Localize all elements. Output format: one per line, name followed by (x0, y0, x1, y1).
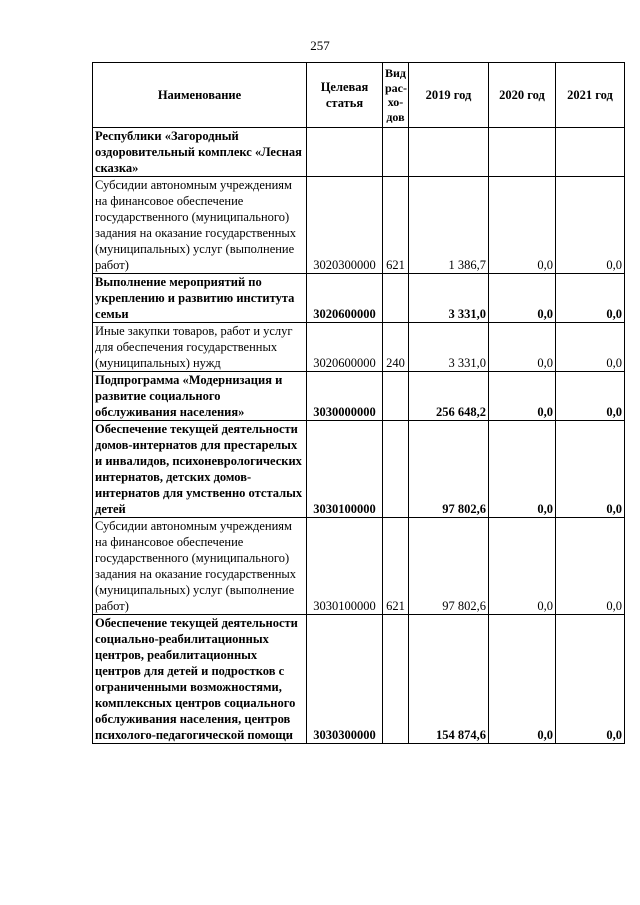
row-expense-type-cell: 240 (383, 323, 409, 372)
row-name-cell: Республики «Загородный оздоровительный комплекс «Лесная сказка» (93, 128, 307, 177)
row-2021-cell: 0,0 (556, 372, 625, 421)
header-2019: 2019 год (409, 63, 489, 128)
row-target-article-cell: 3030300000 (307, 615, 383, 744)
table-row (93, 177, 625, 274)
row-2019-cell: 97 802,6 (409, 421, 489, 518)
row-target-article-cell: 3030100000 (307, 518, 383, 615)
table-row (93, 421, 625, 518)
table-row (93, 128, 625, 177)
row-2020-cell: 0,0 (489, 421, 556, 518)
row-2021-cell: 0,0 (556, 323, 625, 372)
row-target-article-cell: 3030100000 (307, 421, 383, 518)
table-row (93, 323, 625, 372)
header-2021: 2021 год (556, 63, 625, 128)
row-2020-cell: 0,0 (489, 274, 556, 323)
row-expense-type-cell (383, 274, 409, 323)
row-expense-type-cell: 621 (383, 518, 409, 615)
table-row (93, 518, 625, 615)
row-target-article-cell (307, 128, 383, 177)
page-number: 257 (310, 38, 330, 53)
row-2019-cell: 154 874,6 (409, 615, 489, 744)
row-2021-cell: 0,0 (556, 615, 625, 744)
budget-table (92, 62, 625, 744)
row-2019-cell: 3 331,0 (409, 274, 489, 323)
row-name-cell: Субсидии автономным учреждениям на финансовое обеспечение государственного (муниципального) задания на оказание государственных (муниципальных) услуг (выполнение работ) (93, 177, 307, 274)
row-expense-type-cell (383, 421, 409, 518)
row-name-cell: Обеспечение текущей деятельности домов-интернатов для престарелых и инвалидов, психоневрологических интернатов, детских домов-интернатов для умственно отсталых детей (93, 421, 307, 518)
header-name: Наименование (93, 63, 307, 128)
row-name-cell: Иные закупки товаров, работ и услуг для обеспечения государственных (муниципальных) нужд (93, 323, 307, 372)
table-header-row (93, 63, 625, 128)
header-2020: 2020 год (489, 63, 556, 128)
row-2020-cell: 0,0 (489, 323, 556, 372)
row-2021-cell (556, 128, 625, 177)
row-2020-cell: 0,0 (489, 372, 556, 421)
row-target-article-cell: 3020300000 (307, 177, 383, 274)
row-2019-cell (409, 128, 489, 177)
row-expense-type-cell (383, 128, 409, 177)
row-name-cell: Субсидии автономным учреждениям на финансовое обеспечение государственного (муниципального) задания на оказание государственных (муниципальных) услуг (выполнение работ) (93, 518, 307, 615)
row-2019-cell: 97 802,6 (409, 518, 489, 615)
row-target-article-cell: 3020600000 (307, 274, 383, 323)
row-target-article-cell: 3020600000 (307, 323, 383, 372)
row-2019-cell: 256 648,2 (409, 372, 489, 421)
row-2020-cell: 0,0 (489, 518, 556, 615)
table-row (93, 274, 625, 323)
row-2021-cell: 0,0 (556, 421, 625, 518)
header-expense-type: Вид рас- хо- дов (383, 63, 409, 128)
row-expense-type-cell (383, 372, 409, 421)
row-target-article-cell: 3030000000 (307, 372, 383, 421)
header-target-article: Целевая статья (307, 63, 383, 128)
row-2019-cell: 1 386,7 (409, 177, 489, 274)
row-expense-type-cell (383, 615, 409, 744)
table-row (93, 372, 625, 421)
row-2021-cell: 0,0 (556, 274, 625, 323)
row-name-cell: Обеспечение текущей деятельности социально-реабилитационных центров, реабилитационных центров для детей и подростков с ограниченными возможностями, комплексных центров социального обслуживания населения, центров психолого-педагогической помощи (93, 615, 307, 744)
row-2020-cell (489, 128, 556, 177)
row-expense-type-cell: 621 (383, 177, 409, 274)
row-name-cell: Выполнение мероприятий по укреплению и развитию института семьи (93, 274, 307, 323)
row-2019-cell: 3 331,0 (409, 323, 489, 372)
row-name-cell: Подпрограмма «Модернизация и развитие социального обслуживания населения» (93, 372, 307, 421)
row-2021-cell: 0,0 (556, 177, 625, 274)
row-2021-cell: 0,0 (556, 518, 625, 615)
row-2020-cell: 0,0 (489, 615, 556, 744)
row-2020-cell: 0,0 (489, 177, 556, 274)
table-row (93, 615, 625, 744)
